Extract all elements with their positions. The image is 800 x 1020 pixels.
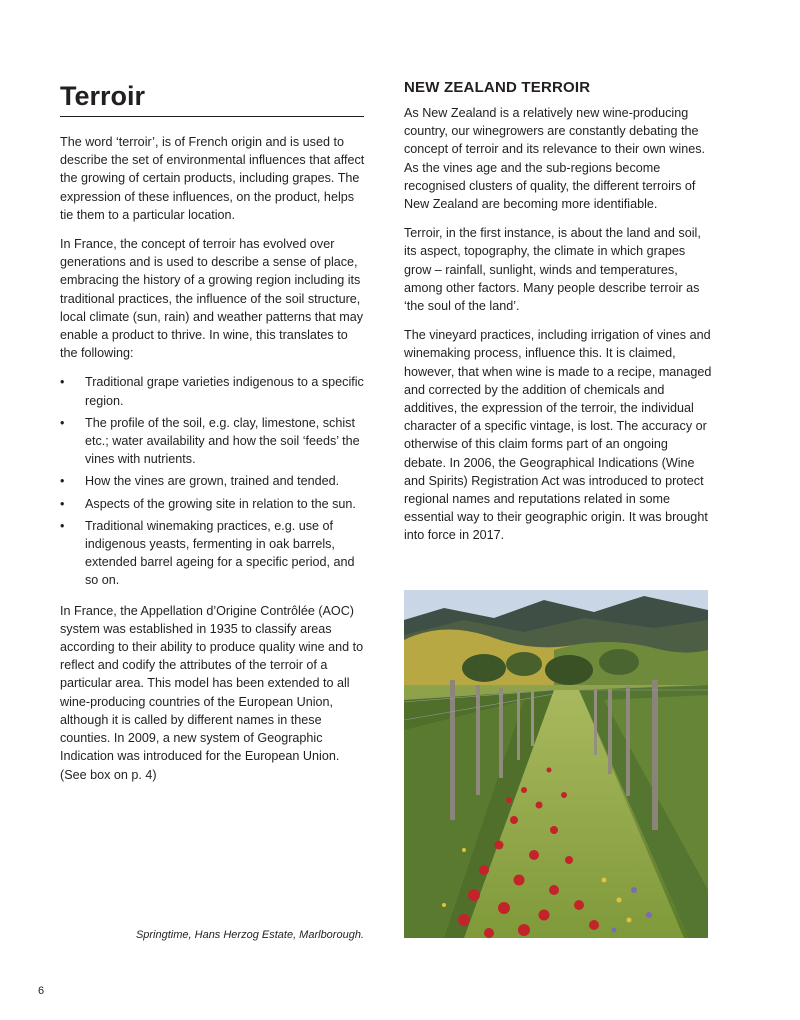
bullet-icon: • [60,474,65,489]
right-column [404,78,712,556]
nz-intro-paragraph: As New Zealand is a relatively new wine-producing country, our winegrowers are constantly debating the concept of terroir and its relevance to their own wines. As the vines age and the sub-regions become recognised clusters of quality, the different terroirs of New Zealand are becoming more identifiable. [404,106,706,212]
nz-land-paragraph: Terroir, in the first instance, is about the land and soil, its aspect, topography, the climate in which grapes grow – rainfall, sunlight, winds and temperatures, among other factors. Many people describe terroir as ‘the soul of the land’. [404,226,701,314]
list-item: • Traditional winemaking practices, e.g. use of indigenous yeasts, fermenting in oak barrels, extended barrel ageing for a specific period, and so on. [60,518,355,588]
terroir-factors-list [60,373,365,589]
title-divider [60,116,364,117]
bullet-icon: • [60,375,65,390]
left-column [60,78,365,795]
bullet-icon: • [60,415,65,430]
page-title: Terroir [60,81,146,111]
list-item: • Aspects of the growing site in relation to the sun. [60,495,365,513]
list-item: • How the vines are grown, trained and tended. [60,472,365,490]
bullet-icon: • [60,496,65,511]
bullet-icon: • [60,518,65,533]
intro-paragraph: The word ‘terroir’, is of French origin and is used to describe the set of environmental influences that affect the growing of certain products, including grapes. The expression of these influences, on the product, helps tie them to a particular location. [60,135,365,222]
vineyard-photo [404,590,708,938]
section-heading: NEW ZEALAND TERROIR [404,79,591,96]
nz-practices-paragraph: The vineyard practices, including irrigation of vines and winemaking process, influence this. It is claimed, however, that when wine is made to a recipe, managed and corrected by the addition of chemicals and additives, the expression of the terroir, the individual character of a specific vintage, is lost. The accuracy or otherwise of this claim forms part of an ongoing debate. In 2006, the Geographical Indications (Wine and Spirits) Registration Act was introduced to protect regional names and reputations related in some essential way to their geographic origin. It was brought into force in 2017. [404,328,712,543]
page-number: 6 [38,985,45,997]
list-item: • Traditional grape varieties indigenous to a specific region. [60,375,364,408]
list-item: • The profile of the soil, e.g. clay, limestone, schist etc.; water availability and how the soil ‘feeds’ the vines with nutrients. [60,415,360,467]
aoc-paragraph: In France, the Appellation d’Origine Contrôlée (AOC) system was established in 1935 to classify areas according to their ability to produce quality wine and to reflect and codify the attributes of the terroir of a particular area. This model has been extended to all wine-producing countries of the European Union, although it is called by different names in these counties. In 2009, a new system of Geographic Indication was introduced for the European Union. (See box on p. 4) [60,603,364,782]
photo-caption: Springtime, Hans Herzog Estate, Marlborough. [135,929,364,941]
france-terroir-paragraph: In France, the concept of terroir has evolved over generations and is used to describe a sense of place, embracing the history of a growing region including its traditional practices, the influence of the soil structure, local climate (sun, rain) and weather patterns that may enable a product to thrive. In wine, this translates to the following: [60,237,364,361]
